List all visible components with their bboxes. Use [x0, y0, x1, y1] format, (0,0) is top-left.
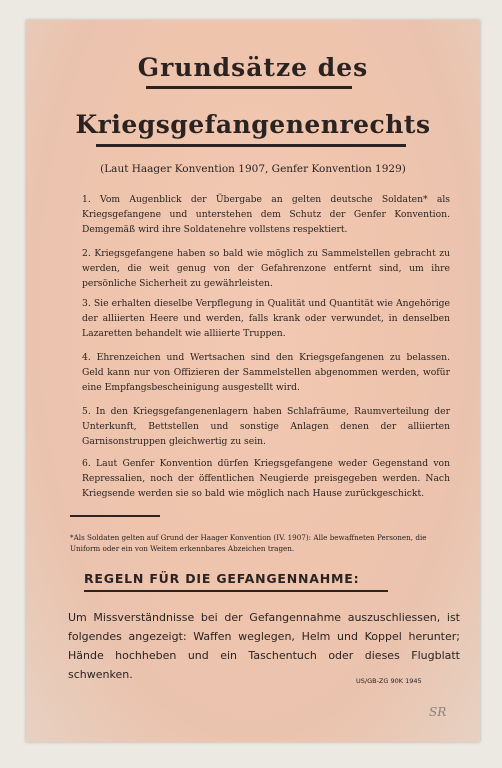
paragraph-1: 1. Vom Augenblick der Übergabe an gelten deutsche Soldaten* als Kriegsgefangene und unterstehen dem Schutz der Genfer Konvention. Demgemäß wird ihre Soldatenehre vollstens respektiert. — [82, 194, 450, 235]
rules-heading-underline — [84, 590, 388, 592]
handwritten-mark: SR — [429, 705, 447, 719]
footnote: *Als Soldaten gelten auf Grund der Haager Konvention (IV. 1907): Alle bewaffneten Personen, die Uniform oder ein von Weitem erkennbares Abzeichen tragen. — [70, 533, 427, 553]
paragraph-2: 2. Kriegsgefangene haben so bald wie möglich zu Sammelstellen gebracht zu werden, die weit genug von der Gefahrenzone entfernt sind, um ihre persönliche Sicherheit zu gewährleisten. — [82, 248, 450, 289]
title-line-1: Grundsätze des — [137, 53, 369, 82]
title-underline-2 — [96, 144, 406, 147]
print-code: US/GB-ZG 90K 1945 — [356, 677, 422, 685]
paragraph-4: 4. Ehrenzeichen und Wertsachen sind den Kriegsgefangenen zu belassen. Geld kann nur von Offizieren der Sammelstellen abgenommen werden, wofür eine Empfangsbescheinigung ausgestellt wird. — [82, 352, 450, 393]
paragraph-5: 5. In den Kriegsgefangenenlagern haben Schlafräume, Raumverteilung der Unterkunft, Bettstellen und sonstige Anlagen denen der alliierten Garnisonstruppen gleichwertig zu sein. — [82, 406, 450, 447]
subtitle: (Laut Haager Konvention 1907, Genfer Konvention 1929) — [100, 163, 406, 175]
title-line-2: Kriegsgefangenenrechts — [75, 110, 431, 139]
footnote-divider — [70, 515, 160, 517]
rules-heading: REGELN FÜR DIE GEFANGENNAHME: — [84, 571, 360, 586]
rules-text: Um Missverständnisse bei der Gefangennahme auszuschliessen, ist folgendes angezeigt: Waffen weglegen, Helm und Koppel herunter; Hände hochheben und ein Taschentuch oder dieses Flugblatt schwenken. — [68, 611, 460, 681]
paragraph-6: 6. Laut Genfer Konvention dürfen Kriegsgefangene weder Gegenstand von Repressalien, noch der öffentlichen Neugierde preisgegeben werden. Nach Kriegsende werden sie so bald wie möglich nach Hause zurückgeschickt. — [82, 458, 450, 499]
leaflet-sheet — [26, 20, 480, 742]
paragraph-3: 3. Sie erhalten dieselbe Verpflegung in Qualität und Quantität wie Angehörige der alliierten Heere und werden, falls krank oder verwundet, in denselben Lazaretten behandelt wie alliierte Truppen. — [82, 298, 450, 339]
title-underline-1 — [146, 86, 352, 89]
